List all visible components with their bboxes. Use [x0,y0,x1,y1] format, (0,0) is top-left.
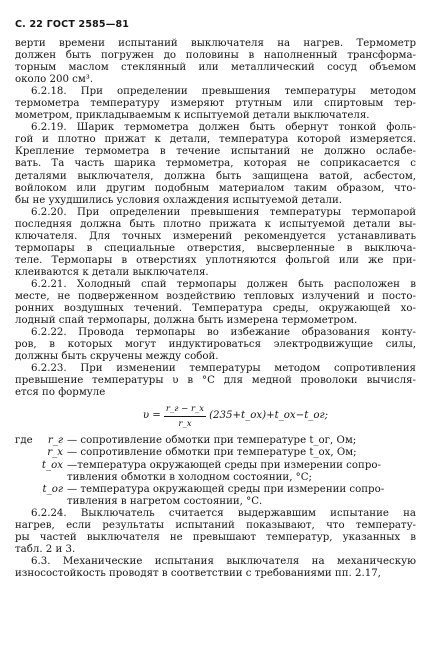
formula-rhs: (235+t_ох)+t_ох−t_ог; [209,410,329,422]
text-line: клеиваются к детали выключателя. [15,266,209,278]
formula-lhs: υ = [142,410,161,422]
text-line: верти времени испытаний выключателя на нагрев. Термометр [15,38,416,49]
paragraph-6-2-24 [15,508,416,556]
paragraph-6-2-21 [15,279,416,327]
text-line: ключателя. Для точных измерений рекомендуется устанавливать [15,230,416,242]
fraction-numerator: r_г − r_х [164,403,206,417]
text-line: превышение температуры υ в °С для медной проволоки вычисля- [15,375,416,387]
definition-row [15,496,416,508]
text-line: 6.2.18. При определении превышения температуры методом [31,86,416,98]
definition-row [15,460,416,472]
text-line: ется по формуле [15,387,106,399]
definition-text: тивления обмотки в холодном состоянии, °С; [67,471,312,483]
text-line: должны быть скручены между собой. [15,351,219,363]
text-line: термометра температуру измеряют ртутным или спиртовым тер- [15,98,416,110]
text-line: ров, в которых могут индуктироваться электродвижущие силы, [15,339,416,351]
definition-row [15,472,416,484]
formula-fraction [164,403,206,430]
definition-text: — сопротивление обмотки при температуре t_ог, Ом; [67,435,357,447]
definition-text: —температура окружающей среды при измерении сопро- [67,459,381,471]
document-body [15,38,416,580]
text-line: 6.2.20. При определении превышения температуры термопарой [31,206,416,218]
text-line: теле. Термопары в отверстиях уплотняются фольгой или же при- [15,254,416,266]
text-line: должен быть погружен до половины в наполненный трансформа- [15,50,416,62]
text-line: табл. 2 и 3. [15,543,76,555]
paragraph-6-2-22 [15,327,416,363]
text-line: мометром, прикладываемым к испытуемой детали выключателя. [15,110,370,122]
text-line: 6.2.19. Шарик термометра должен быть обернут тонкой фоль- [31,122,416,134]
text-line: нагрев, если результаты испытаний показывают, что температу- [15,519,416,531]
text-line: 6.3. Механические испытания выключателя на механическую [31,555,416,567]
text-line: торным маслом стеклянный или металлический сосуд объемом [15,62,416,74]
text-line: 6.2.22. Провода термопары во избежание образования конту- [31,327,416,339]
paragraph-6-2-23 [15,363,416,399]
definition-text: — температура окружающей среды при измерении сопро- [67,483,385,495]
text-line: месте, не подверженном воздействию тепловых излучений и посто- [15,290,416,302]
definition-text: тивления в нагретом состоянии, °С. [67,495,263,507]
text-line: бы не ухудшились условия охлаждения испытуемой детали. [15,194,343,206]
text-line: ры частей выключателя не превышают температур, указанных в [15,531,416,543]
formula [55,399,416,433]
text-line: 6.2.23. При изменении температуры методом сопротивления [31,363,416,375]
text-line: износостойкость проводят в соответствии с требованиями пп. 2.17, [15,567,381,579]
definition-text: — сопротивление обмотки при температуре t_ох, Ом; [67,447,357,459]
paragraph-6-3 [15,556,416,580]
text-line: войлоком или другим подобным материалом таким образом, что- [15,182,416,194]
definition-symbol: t_ог [42,483,63,495]
page-header: С. 22 ГОСТ 2585—81 [15,19,130,30]
text-line: Крепление термометра в течение испытаний не должно ослабе- [15,146,416,158]
definition-row [15,447,416,459]
definition-row [15,484,416,496]
text-line: гой и плотно прижат к детали, температура которой измеряется. [15,134,416,146]
paragraph-6-2-20 [15,207,416,279]
text-line: около 200 см³. [15,74,94,86]
text-line: термопары в специальные отверстия, высверленные в выключа- [15,242,416,254]
text-line: 6.2.24. Выключатель считается выдержавшим испытание на [31,507,416,519]
definitions-list [15,435,416,507]
paragraph-6-2-19 [15,122,416,206]
definition-symbol: t_ох [41,459,63,471]
text-line: деталями выключателя, должна быть защищена ватой, асбестом, [15,170,416,182]
paragraph-6-2-18 [15,86,416,122]
text-line: вать. Та часть шарика термометра, которая не соприкасается с [15,158,416,170]
definition-row [15,435,416,447]
fraction-denominator: r_х [178,418,192,429]
text-line: последняя должна быть плотно прижата к испытуемой детали вы- [15,218,416,230]
text-line: 6.2.21. Холодный спай термопары должен быть расположен в [31,278,416,290]
text-line: ронних воздушных течений. Температура среды, окружающей хо- [15,303,416,315]
definition-symbol: r_г [47,435,63,447]
paragraph-continuation [15,38,416,86]
text-line: лодный спай термопары, должна быть измерена термометром. [15,315,358,327]
definition-symbol: r_х [47,447,63,459]
definitions-lead: где [15,435,33,447]
